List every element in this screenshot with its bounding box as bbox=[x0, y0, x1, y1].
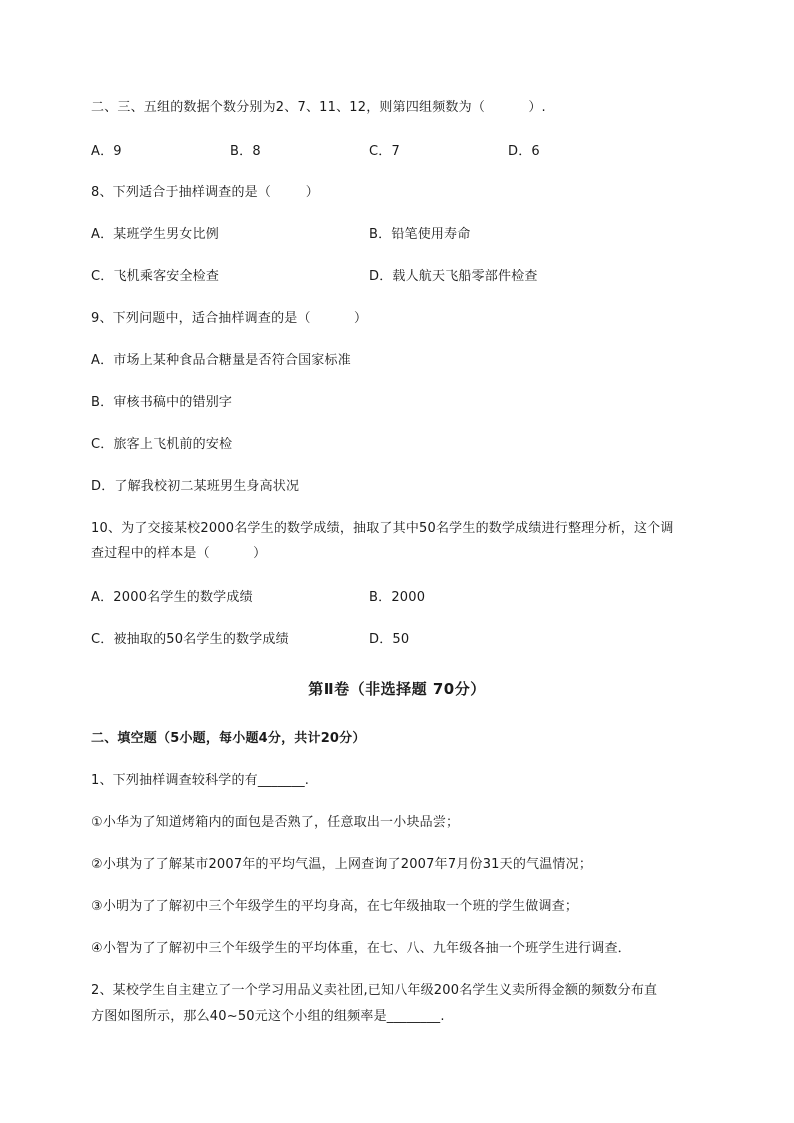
q7-option-c: C．7 bbox=[369, 144, 400, 159]
q7-option-a: A．9 bbox=[91, 144, 122, 159]
part2-title: 第Ⅱ卷（非选择题 70分） bbox=[308, 680, 486, 698]
q9-option-b: B．审核书稿中的错别字 bbox=[91, 395, 233, 410]
q10-option-b: B．2000 bbox=[369, 590, 426, 605]
q10-option-a: A．2000名学生的数学成绩 bbox=[91, 590, 253, 605]
q7-stem: 二、三、五组的数据个数分别为2、7、11、12，则第四组频数为（ ）. bbox=[91, 100, 546, 115]
q8-option-a: A．某班学生男女比例 bbox=[91, 227, 219, 242]
q8-option-c: C．飞机乘客安全检查 bbox=[91, 269, 220, 284]
q9-option-c: C．旅客上飞机前的安检 bbox=[91, 437, 233, 452]
fill1-item-2: ②小琪为了了解某市2007年的平均气温，上网查询了2007年7月份31天的气温情况； bbox=[91, 857, 593, 872]
q8-option-d: D．载人航天飞船零部件检查 bbox=[369, 269, 538, 284]
fill1-item-3: ③小明为了了解初中三个年级学生的平均身高，在七年级抽取一个班的学生做调查； bbox=[91, 899, 579, 914]
q9-option-d: D．了解我校初二某班男生身高状况 bbox=[91, 479, 300, 494]
section-heading: 二、填空题（5小题，每小题4分，共计20分） bbox=[91, 731, 366, 746]
q10-option-d: D．50 bbox=[369, 632, 410, 647]
fill1-item-4: ④小智为了了解初中三个年级学生的平均体重，在七、八、九年级各抽一个班学生进行调查． bbox=[91, 941, 631, 956]
fill2-stem-line1: 2、某校学生自主建立了一个学习用品义卖社团,已知八年级200名学生义卖所得金额的频数分布直 bbox=[91, 983, 658, 998]
q9-stem: 9、下列问题中，适合抽样调查的是（ ） bbox=[91, 311, 368, 326]
fill2-stem-line2: 方图如图所示，那么40~50元这个小组的组频率是________. bbox=[91, 1009, 445, 1024]
q10-option-c: C．被抽取的50名学生的数学成绩 bbox=[91, 632, 289, 647]
fill1-stem: 1、下列抽样调查较科学的有_______. bbox=[91, 773, 310, 788]
q9-option-a: A．市场上某种食品合糖量是否符合国家标准 bbox=[91, 353, 351, 368]
q7-option-b: B．8 bbox=[230, 144, 261, 159]
fill1-item-1: ①小华为了知道烤箱内的面包是否熟了，任意取出一小块品尝； bbox=[91, 815, 460, 830]
q10-stem-line1: 10、为了交接某校2000名学生的数学成绩，抽取了其中50名学生的数学成绩进行整理分析，这个调 bbox=[91, 521, 674, 536]
q7-option-d: D．6 bbox=[508, 144, 540, 159]
q8-option-b: B．铅笔使用寿命 bbox=[369, 227, 471, 242]
q10-stem-line2: 查过程中的样本是（ ） bbox=[91, 546, 267, 561]
q8-stem: 8、下列适合于抽样调查的是（ ） bbox=[91, 185, 319, 200]
